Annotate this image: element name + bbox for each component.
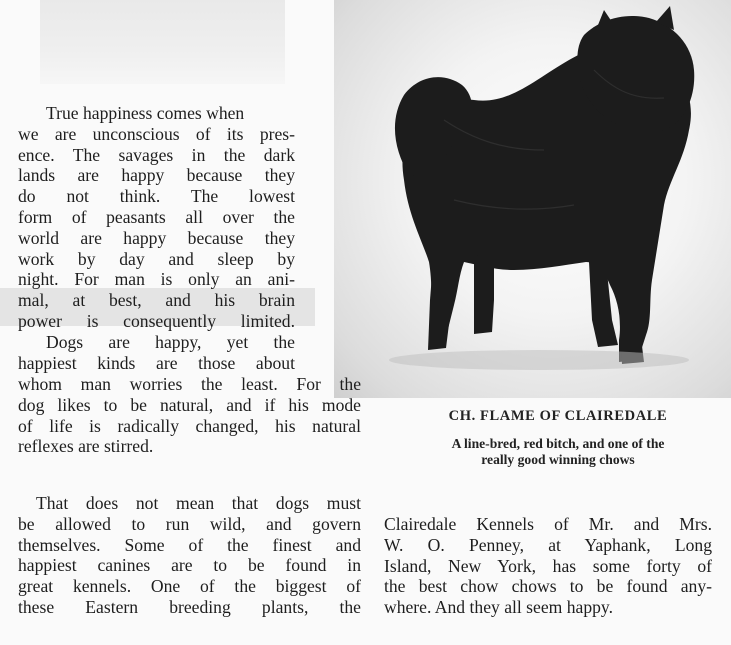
column-right-bottom bbox=[384, 514, 712, 618]
text-line: Island, New York, has some forty of bbox=[384, 555, 712, 576]
text-line: Dogs are happy, yet the bbox=[46, 331, 295, 352]
text-line: be allowed to run wild, and govern bbox=[18, 513, 361, 534]
caption-line: really good winning chows bbox=[481, 452, 635, 467]
text-line: whom man worries the least. For the bbox=[18, 374, 361, 394]
text-line: reflexes are stirred. bbox=[18, 436, 154, 457]
dog-photograph bbox=[334, 0, 731, 398]
text-line: power is consequently limited. bbox=[18, 310, 295, 331]
text-line: That does not mean that dogs must bbox=[36, 493, 361, 513]
text-line: ence. The savages in the dark bbox=[18, 144, 295, 165]
text-line: lands are happy because they bbox=[18, 165, 295, 186]
chow-chow-illustration bbox=[334, 0, 731, 398]
text-line: where. And they all seem happy. bbox=[384, 597, 613, 618]
text-line: night. For man is only an ani- bbox=[18, 269, 295, 290]
caption-line: A line-bred, red bitch, and one of the bbox=[451, 436, 665, 451]
column-left-wide bbox=[18, 374, 361, 457]
text-line: we are unconscious of its pres- bbox=[18, 123, 295, 144]
column-left-narrow bbox=[18, 103, 295, 373]
text-line: work by day and sleep by bbox=[18, 248, 295, 269]
text-line: W. O. Penney, at Yaphank, Long bbox=[384, 534, 712, 555]
top-image-fragment bbox=[40, 0, 285, 84]
text-line: these Eastern breeding plants, the bbox=[18, 596, 361, 617]
text-line: True happiness comes when bbox=[46, 103, 245, 123]
text-line: themselves. Some of the finest and bbox=[18, 534, 361, 555]
text-line: Clairedale Kennels of Mr. and Mrs. bbox=[384, 514, 712, 534]
text-line: of life is radically changed, his natural bbox=[18, 415, 361, 436]
text-line: dog likes to be natural, and if his mode bbox=[18, 394, 361, 415]
text-line: happiest canines are to be found in bbox=[18, 555, 361, 576]
text-line: do not think. The lowest bbox=[18, 186, 295, 207]
photo-caption-title: CH. FLAME OF CLAIREDALE bbox=[448, 408, 668, 424]
text-line: mal, at best, and his brain bbox=[18, 290, 295, 311]
column-left-bottom bbox=[18, 493, 361, 618]
text-line: world are happy because they bbox=[18, 227, 295, 248]
text-line: form of peasants all over the bbox=[18, 206, 295, 227]
text-line: the best chow chows to be found any- bbox=[384, 576, 712, 597]
text-line: happiest kinds are those about bbox=[18, 352, 295, 373]
photo-caption-subtitle bbox=[400, 436, 716, 468]
text-line: great kennels. One of the biggest of bbox=[18, 576, 361, 597]
